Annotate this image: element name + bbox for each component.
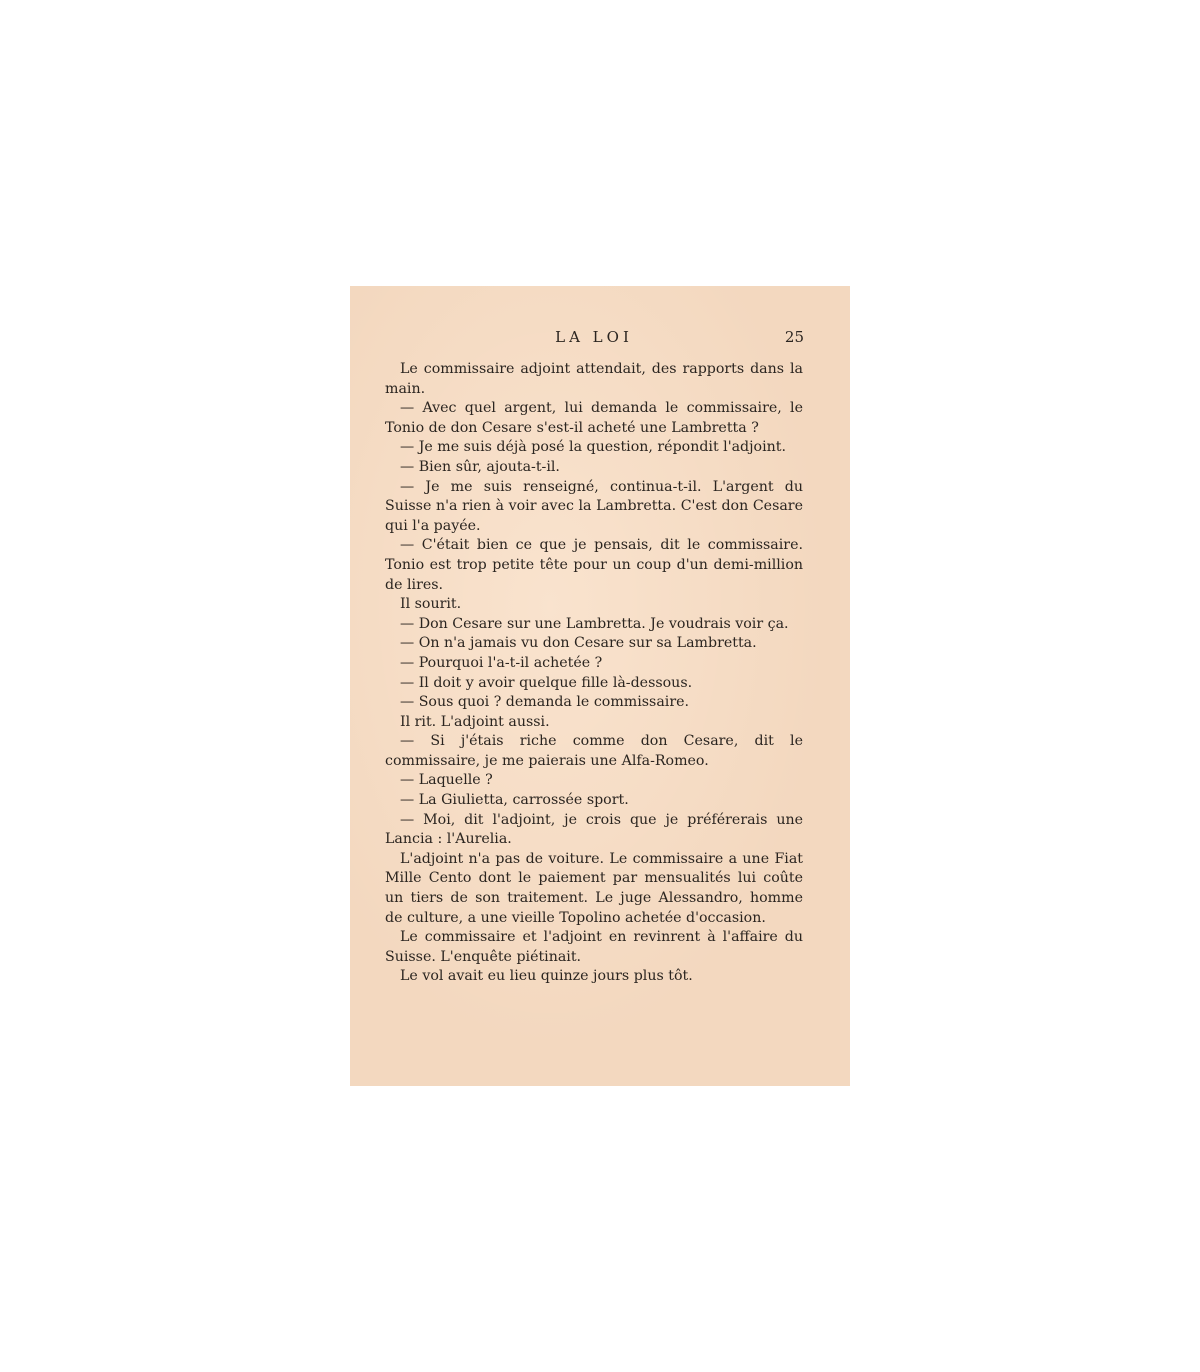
paragraph: — Pourquoi l'a-t-il achetée ? (400, 654, 603, 671)
paragraph: Le vol avait eu lieu quinze jours plus tôt. (400, 968, 693, 985)
paragraph: — Bien sûr, ajouta-t-il. (400, 458, 560, 475)
paragraph: Il sourit. (400, 596, 462, 613)
paragraph: Le commissaire adjoint attendait, des rapports dans la main. (385, 361, 803, 397)
paragraph: Le commissaire et l'adjoint en revinrent à l'affaire du Suisse. L'enquête piétinait. (385, 929, 803, 965)
paragraph: — Laquelle ? (400, 772, 493, 789)
paragraph: — Moi, dit l'adjoint, je crois que je préférerais une Lancia : l'Aurelia. (385, 811, 803, 848)
paragraph: L'adjoint n'a pas de voiture. Le commissaire a une Fiat Mille Cento dont le paiement par mensualités lui coûte un tiers de son traitement. Le juge Alessandro, homme de culture, a une vieille Topolino achetée d'occasion. (385, 850, 803, 926)
paragraph: — Je me suis renseigné, continua-t-il. L'argent du Suisse n'a rien à voir avec la Lambretta. C'est don Cesare qui l'a payée. (385, 478, 803, 534)
paragraph: — Don Cesare sur une Lambretta. Je voudrais voir ça. (400, 615, 789, 632)
book-page (350, 286, 850, 1086)
paragraph: Il rit. L'adjoint aussi. (400, 713, 550, 730)
paragraph: — Il doit y avoir quelque fille là-dessous. (400, 674, 693, 691)
paragraph: — Je me suis déjà posé la question, répondit l'adjoint. (400, 439, 786, 456)
running-title: LA LOI (555, 328, 633, 346)
page-header (384, 328, 804, 348)
paragraph: — C'était bien ce que je pensais, dit le commissaire. Tonio est trop petite tête pour un coup d'un demi-million de lires. (385, 537, 803, 593)
paragraph: — La Giulietta, carrossée sport. (400, 792, 629, 809)
paragraph: — Avec quel argent, lui demanda le commissaire, le Tonio de don Cesare s'est-il acheté une Lambretta ? (385, 400, 803, 436)
page-number: 25 (784, 328, 804, 346)
paragraph: — Si j'étais riche comme don Cesare, dit le commissaire, je me paierais une Alfa-Romeo. (385, 733, 803, 769)
paragraph: — Sous quoi ? demanda le commissaire. (400, 694, 690, 711)
body-text (385, 360, 803, 987)
paragraph: — On n'a jamais vu don Cesare sur sa Lambretta. (400, 635, 757, 652)
